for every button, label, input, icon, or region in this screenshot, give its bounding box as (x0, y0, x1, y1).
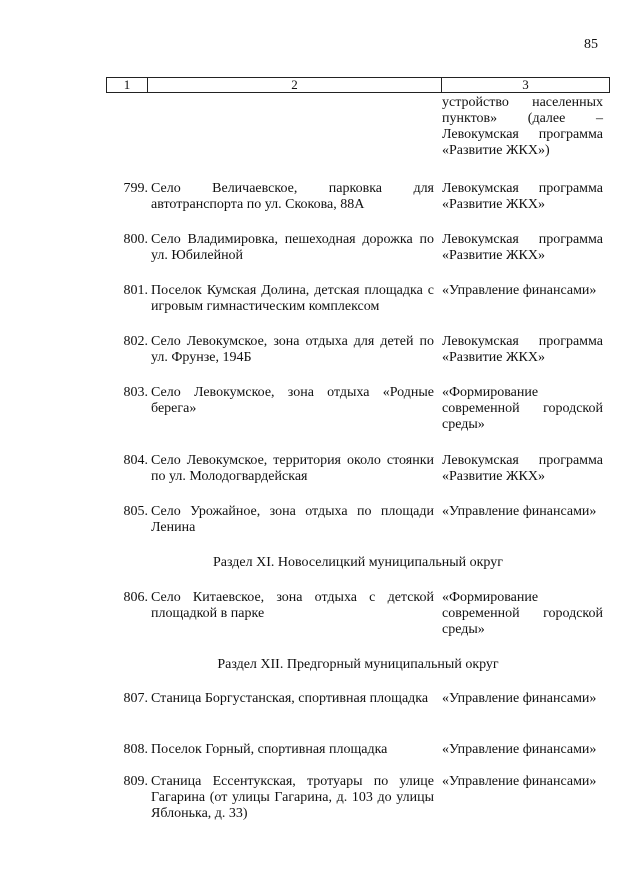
row-description: Село Левокумское, территория около стоянки по ул. Молодогвардейская (151, 453, 434, 484)
row-number: 809. (123, 774, 148, 789)
row-number: 804. (123, 453, 148, 468)
row-program: «Управление финансами» (442, 283, 597, 298)
row-description: Поселок Кумская Долина, детская площадка с игровым гимнастическим комплексом (151, 283, 434, 314)
row-number: 802. (123, 334, 148, 349)
section-title: Раздел XI. Новоселицкий муниципальный округ (213, 555, 503, 570)
row-number: 806. (123, 590, 148, 605)
row-program: «Управление финансами» (442, 504, 597, 519)
row-number: 808. (123, 742, 148, 757)
row-description: Село Левокумское, зона отдыха для детей по ул. Фрунзе, 194Б (151, 334, 434, 365)
row-number: 801. (123, 283, 148, 298)
row-program: Левокумская программа «Развитие ЖКХ» (442, 453, 603, 484)
row-description: Станица Боргустанская, спортивная площадка (151, 691, 429, 706)
row-program: «Управление финансами» (442, 742, 597, 757)
row-program: «Формирование современной городской среды» (442, 385, 603, 432)
table-header (106, 77, 610, 93)
continuation-text: устройство населенных пунктов» (далее – Левокумская программа «Развитие ЖКХ») (442, 95, 603, 158)
row-number: 805. (123, 504, 148, 519)
row-description: Поселок Горный, спортивная площадка (151, 742, 388, 757)
row-number: 803. (123, 385, 148, 400)
header-col-2: 2 (148, 78, 442, 92)
row-number: 807. (123, 691, 148, 706)
row-program: «Формирование современной городской среды» (442, 590, 603, 637)
row-description: Село Китаевское, зона отдыха с детской площадкой в парке (151, 590, 434, 621)
header-col-3: 3 (522, 77, 529, 92)
row-program: «Управление финансами» (442, 774, 597, 789)
row-number: 800. (123, 232, 148, 247)
row-description: Село Владимировка, пешеходная дорожка по ул. Юбилейной (151, 232, 434, 263)
row-number: 799. (123, 181, 148, 196)
row-description: Станица Ессентукская, тротуары по улице Гагарина (от улицы Гагарина, д. 103 до улицы Яблонька, д. 33) (151, 774, 434, 821)
row-program: Левокумская программа «Развитие ЖКХ» (442, 181, 603, 212)
row-program: Левокумская программа «Развитие ЖКХ» (442, 334, 603, 365)
header-col-1: 1 (107, 78, 148, 92)
page-number: 85 (584, 37, 598, 52)
row-description: Село Левокумское, зона отдыха «Родные берега» (151, 385, 434, 416)
row-program: «Управление финансами» (442, 691, 597, 706)
row-program: Левокумская программа «Развитие ЖКХ» (442, 232, 603, 263)
row-description: Село Урожайное, зона отдыха по площади Ленина (151, 504, 434, 535)
row-description: Село Величаевское, парковка для автотранспорта по ул. Скокова, 88А (151, 181, 434, 212)
section-title: Раздел XII. Предгорный муниципальный округ (217, 657, 499, 672)
